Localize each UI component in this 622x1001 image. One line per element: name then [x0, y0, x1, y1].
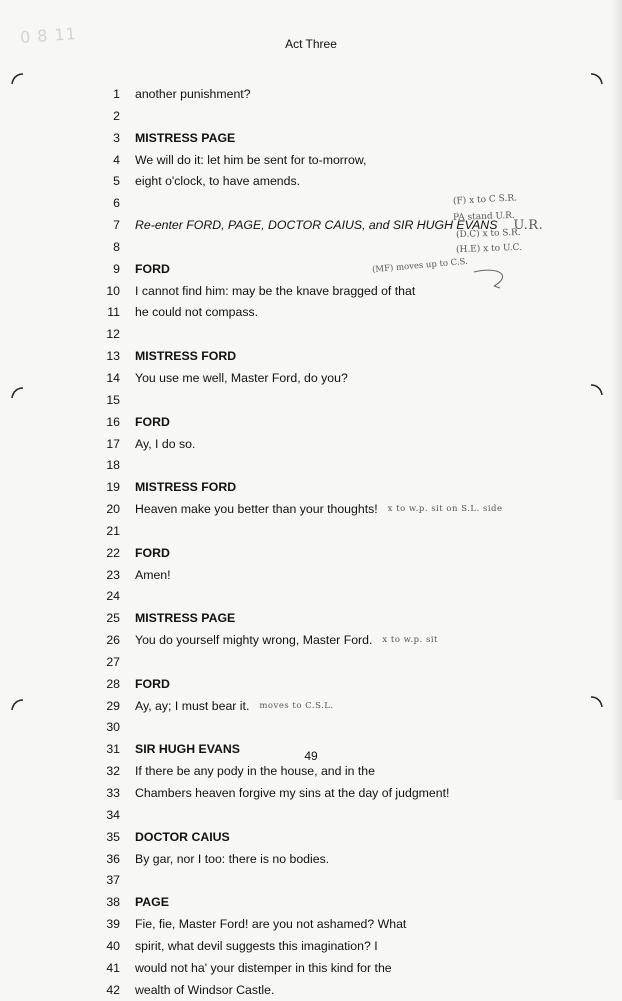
dialogue-text — [120, 106, 135, 128]
script-line — [90, 106, 543, 128]
dialogue-text: You do yourself mighty wrong, Master Ford. — [135, 633, 373, 648]
margin-note-mistress-ford: (MF) moves up to C.S. — [371, 256, 469, 276]
margin-note-ford: (F) x to C S.R. — [452, 193, 518, 207]
script-line — [90, 980, 543, 1001]
dialogue-text: he could not compass. — [135, 305, 259, 320]
dialogue-text: Amen! — [135, 567, 171, 582]
dialogue-text: Chambers heaven forgive my sins at the day of judgment! — [135, 786, 450, 800]
line-number: 37 — [106, 873, 120, 888]
line-number: 28 — [106, 676, 120, 691]
act-header: Act Three — [285, 37, 337, 51]
script-line — [90, 543, 543, 565]
script-line — [90, 150, 543, 172]
line-number: 21 — [106, 523, 120, 538]
script-line — [90, 368, 543, 390]
line-number: 30 — [106, 720, 120, 735]
line-number: 17 — [106, 436, 120, 451]
binder-hole-top-left — [10, 72, 24, 86]
speaker-name: SIR HUGH EVANS — [135, 742, 240, 757]
line-number: 7 — [113, 218, 120, 233]
dialogue-text — [120, 586, 135, 608]
binder-hole-top-right — [590, 72, 604, 86]
script-line — [90, 805, 543, 827]
line-number: 40 — [106, 938, 120, 953]
line-number: 10 — [106, 283, 120, 298]
script-line — [90, 936, 543, 958]
script-line — [90, 521, 543, 543]
line-number: 19 — [106, 480, 120, 495]
speaker-name: MISTRESS PAGE — [135, 611, 236, 626]
line-number: 16 — [106, 414, 120, 429]
script-line — [90, 849, 543, 871]
dialogue-text: another punishment? — [135, 87, 251, 101]
script-line — [90, 128, 543, 150]
page-edge-shadow — [610, 0, 622, 800]
script-line — [90, 324, 543, 346]
line-number: 41 — [106, 960, 120, 975]
script-line — [90, 477, 543, 499]
script-line — [90, 346, 543, 368]
dialogue-text: eight o'clock, to have amends. — [135, 174, 301, 189]
line-number: 32 — [106, 764, 120, 779]
line-number: 24 — [106, 589, 120, 604]
line-number: 13 — [106, 349, 120, 364]
line-number: 25 — [106, 611, 120, 626]
dialogue-text: Fie, fie, Master Ford! are you not ashamed? What — [135, 917, 407, 932]
line-number: 5 — [113, 174, 120, 189]
line-number: 12 — [106, 327, 120, 342]
speaker-name: FORD — [135, 414, 170, 429]
handwritten-note: x to w.p. sit — [382, 635, 438, 646]
script-line — [90, 565, 543, 587]
script-line — [90, 827, 543, 849]
dialogue-text — [120, 652, 135, 674]
speaker-name: FORD — [135, 676, 170, 691]
margin-note-page: PA stand U.R. — [452, 210, 516, 224]
line-number: 11 — [107, 305, 120, 320]
curved-arrow-icon — [470, 266, 514, 290]
line-number: 15 — [106, 392, 120, 407]
dialogue-text: Ay, ay; I must bear it. — [135, 698, 250, 713]
dialogue-text: We will do it: let him be sent for to-morrow, — [135, 152, 367, 167]
line-number: 34 — [106, 807, 120, 822]
speaker-name: MISTRESS FORD — [135, 349, 237, 364]
margin-note-doctor: (D.C) x to S.R. — [455, 227, 521, 241]
line-number: 14 — [106, 370, 120, 385]
script-line — [90, 586, 543, 608]
line-number: 42 — [106, 982, 120, 997]
speaker-name: FORD — [135, 261, 170, 276]
speaker-name: FORD — [135, 545, 170, 560]
line-number: 6 — [113, 196, 120, 211]
handwritten-note: U.R. — [513, 218, 544, 234]
binder-hole-bottom-left — [10, 698, 24, 712]
script-line — [90, 892, 543, 914]
line-number: 8 — [113, 239, 120, 254]
dialogue-text — [120, 193, 135, 215]
handwritten-note: x to w.p. sit on S.L. side — [387, 504, 503, 515]
script-line — [90, 171, 543, 193]
binder-hole-bottom-right — [590, 695, 604, 709]
dialogue-text — [120, 390, 135, 412]
dialogue-text: By gar, nor I too: there is no bodies. — [135, 851, 330, 866]
script-line — [90, 630, 543, 652]
line-number: 27 — [106, 654, 120, 669]
line-number: 9 — [113, 261, 120, 276]
page-number: 49 — [304, 749, 318, 763]
line-number: 39 — [106, 917, 120, 932]
dialogue-text: I cannot find him: may be the knave bragged of that — [135, 283, 416, 298]
line-number: 36 — [106, 851, 120, 866]
line-number: 2 — [113, 108, 120, 123]
script-line — [90, 302, 543, 324]
speaker-name: MISTRESS FORD — [135, 480, 237, 495]
dialogue-text — [120, 237, 135, 259]
dialogue-text — [120, 805, 135, 827]
line-number: 4 — [113, 152, 120, 167]
script-line — [90, 455, 543, 477]
corner-pencil-mark: 0 8 11 — [19, 24, 78, 47]
dialogue-text: would not ha' your distemper in this kind for the — [135, 960, 392, 975]
script-line — [90, 390, 543, 412]
script-line — [90, 783, 543, 805]
speaker-name: MISTRESS PAGE — [135, 130, 236, 145]
stage-direction: Re-enter FORD, PAGE, DOCTOR CAIUS, and SIR HUGH EVANS — [135, 218, 498, 233]
line-number: 23 — [106, 567, 120, 582]
dialogue-text: wealth of Windsor Castle. — [135, 982, 275, 997]
script-line — [90, 84, 543, 106]
dialogue-text: Ay, I do so. — [135, 436, 196, 451]
line-number: 20 — [106, 502, 120, 517]
dialogue-text: Heaven make you better than your thoughts! — [135, 502, 378, 517]
script-line — [90, 696, 543, 718]
margin-note-hugh: (H.E) x to U.C. — [455, 242, 523, 256]
script-line — [90, 717, 543, 739]
script-line — [90, 870, 543, 892]
dialogue-text: If there be any pody in the house, and in the — [135, 764, 375, 779]
line-number: 31 — [106, 742, 120, 757]
binder-hole-mid-left — [10, 386, 24, 400]
line-number: 22 — [106, 545, 120, 560]
line-number: 38 — [106, 895, 120, 910]
binder-hole-mid-right — [590, 383, 604, 397]
dialogue-text — [120, 324, 135, 346]
script-line — [90, 434, 543, 456]
script-line — [90, 652, 543, 674]
dialogue-text — [120, 521, 135, 543]
speaker-name: DOCTOR CAIUS — [135, 829, 230, 844]
line-number: 18 — [106, 458, 120, 473]
line-number: 26 — [106, 633, 120, 648]
dialogue-text — [120, 455, 135, 477]
script-line — [90, 499, 543, 521]
script-line — [90, 914, 543, 936]
line-number: 3 — [113, 130, 120, 145]
script-line — [90, 958, 543, 980]
line-number: 35 — [106, 829, 120, 844]
script-line — [90, 608, 543, 630]
dialogue-text — [120, 870, 135, 892]
script-line — [90, 761, 543, 783]
line-number: 29 — [106, 698, 120, 713]
script-line — [90, 412, 543, 434]
speaker-name: PAGE — [135, 895, 169, 910]
dialogue-text: spirit, what devil suggests this imagination? I — [135, 938, 378, 953]
script-line — [90, 674, 543, 696]
line-number: 1 — [113, 87, 120, 101]
line-number: 33 — [106, 786, 120, 800]
dialogue-text — [120, 717, 135, 739]
dialogue-text: You use me well, Master Ford, do you? — [135, 370, 348, 385]
handwritten-note: moves to C.S.L. — [259, 700, 334, 711]
